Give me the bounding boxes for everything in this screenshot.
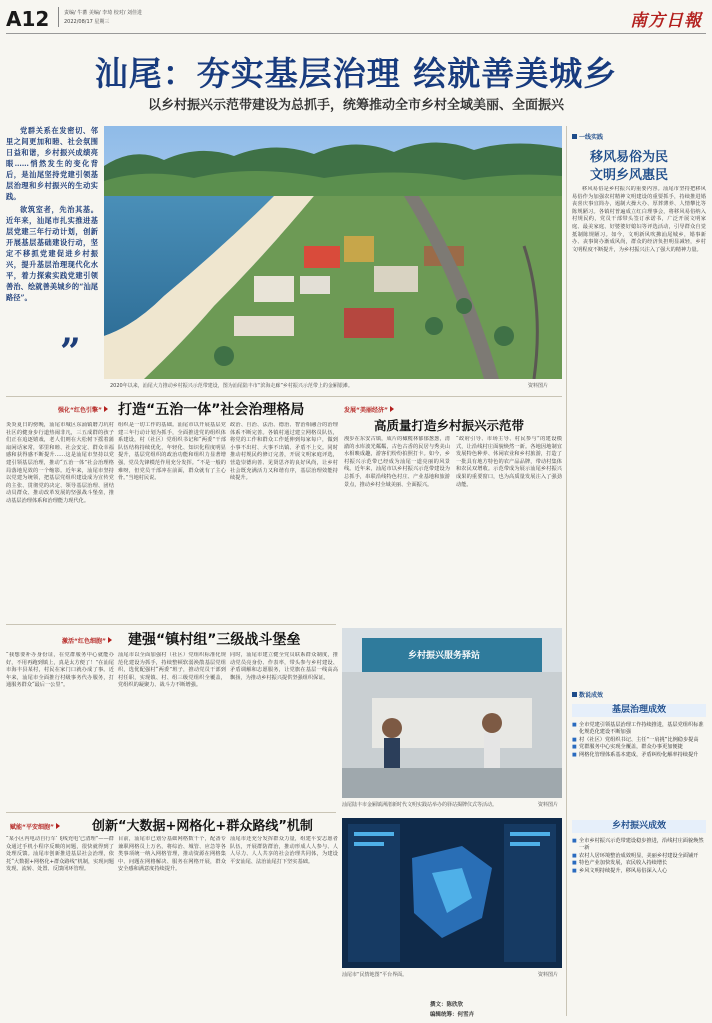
quote-mark-icon: ” (60, 331, 81, 373)
section-2-column-1: 漫步在东安古镇，成片的橄榄林郁郁葱葱，清澈的水库波光粼粼，古色古香的民居与秀美山水相映成趣，游客们纷纷拍照打卡。如今，乡村振兴示范带已经成为汕尾一道亮丽的风景线。近年来，汕尾市以乡村振兴示范带建设为总抓手，串联沿线特色村庄、产业基地和旅游景点，推动乡村全域美丽、全面振兴。 (344, 436, 450, 488)
list-item: ■ 党群服务中心实现全覆盖，群众办事更加便捷 (572, 744, 706, 751)
stats-list-rural (572, 838, 706, 875)
editor-credits: 责编/ 牛蕃 美编/ 李琦 校对/ 刘佳进 (64, 10, 143, 16)
map-photo-credit: 资料图片 (538, 972, 559, 978)
lead-paragraph-1: 党群关系在发密切、邻里之间更加和睦、社会氛围日益和谐，乡村振兴成绩亮眼……悄然发生的变化背后，是汕尾坚持党建引领基层治理和乡村振兴的生动实践。 (6, 126, 98, 201)
headline: 汕尾：夯实基层治理 绘就善美城乡 (94, 54, 618, 93)
section-4-column-1: “某小区内电动自行车‘飞线充电’已清理”——群众通过手机小程序反映的问题，很快就得到了处理反馈。汕尾市创新推进基层社会治理，依托“大数据+网格化+群众路线”机制，实现问题发现、流转、处置、反馈闭环管理。 (6, 836, 114, 873)
main-photo-credit: 资料图片 (528, 383, 549, 389)
subheadline: 以乡村振兴示范带建设为总抓手，统筹推动全市乡村全域美丽、全面振兴 (147, 98, 564, 113)
section-title: 创新“大数据+网格化+群众路线”机制 (92, 819, 313, 834)
masthead (0, 0, 712, 40)
author-credit: 撰文：陈欣欣 (430, 1002, 464, 1008)
section-rule (6, 396, 562, 397)
list-item: ■ 全市乡村振兴示范带建设稳步推进，沿线村庄面貌焕然一新 (572, 838, 706, 853)
list-item: ■ 全市党建引领基层治理工作持续推进，基层党组织标准化规范化建设不断加强 (572, 722, 706, 737)
section-tag: 发展“美丽经济” (344, 405, 394, 414)
list-item: ■ 乡风文明持续提升，移风易俗深入人心 (572, 868, 706, 875)
lead-paragraph-2: 欲筑室者，先治其基。近年来，汕尾市扎实推进基层党建三年行动计划，创新开展基层基础建设行动，坚定不移抓党建促进乡村振兴，提升基层治理现代化水平，着力探索实践党建引领善治、绘就善美城乡的“汕尾路径”。 (6, 205, 98, 302)
editor-credit: 编辑统筹：何雪卉 (430, 1012, 475, 1018)
event-photo (342, 628, 562, 798)
square-bullet-icon (572, 692, 577, 697)
section-tag: 激活“红色细胞” (62, 636, 112, 645)
beach-landscape-illustration (104, 126, 562, 379)
event-photo-credit: 资料图片 (538, 802, 559, 808)
section-1-column-1: 炎炎夏日的傍晚，汕尾市城区东涌镇磨刀坑村社区的健身步行道热闹非凡，三五成群的孩子们正在追逐嬉戏，老人们则在大松树下摇着蒲扇闲话家常，邻里和睦、社会安定、群众幸福感和获得感不断提升……这是汕尾市坚持以党建引领基层治理，推动“五治一体”社会治理格局落地见效的一个缩影。近年来，汕尾市坚持以党建为统领，把基层党组织建设成为宣传党的主张、贯彻党的决定、领导基层治理、团结动员群众、推动改革发展的坚强战斗堡垒，推动基层治理体系和治理能力现代化。 (6, 422, 114, 504)
sidebar-label (572, 132, 603, 141)
list-item: ■ 网格化管理体系基本建成，矛盾纠纷化解率持续提升 (572, 752, 706, 759)
stats-bar-governance: 基层治理成效 (572, 704, 706, 717)
sidebar-divider (566, 126, 567, 1016)
page-number: A12 (6, 7, 50, 31)
list-item: ■ 特色产业加快发展，农民收入持续增长 (572, 860, 706, 867)
data-section-label-text: 数说成效 (579, 692, 604, 699)
issue-date: 2022/08/17 星期三 (64, 19, 110, 25)
stats-list-governance (572, 722, 706, 759)
section-title: 打造“五治一体”社会治理格局 (118, 402, 305, 418)
sidebar-title-line-2: 文明乡风惠民 (590, 168, 669, 183)
map-photo-caption: 汕尾市“民情地图”平台界面。 (342, 972, 408, 978)
sidebar-title-line-1: 移风易俗为民 (590, 150, 669, 165)
masthead-divider (58, 7, 59, 27)
section-2-column-2: “政府引导、市场主导、村民参与”的建设模式，让沿线村庄面貌焕然一新。各地因地制宜发展特色种养、休闲农业和乡村旅游，打造了一批具有地方特色的农产品品牌，带动村集体和农民双增收。示范带成为展示汕尾乡村振兴成果的重要窗口，也为高质量发展注入了强劲动能。 (456, 436, 562, 488)
section-tag: 强化“红色引擎” (58, 405, 108, 414)
main-photo (104, 126, 562, 379)
stats-bar-rural: 乡村振兴成效 (572, 820, 706, 833)
section-3-column-3: 同时，汕尾市建立健全党员联系群众制度，推动党员亮身份、作表率，带头参与乡村建设、矛盾调解和志愿服务，让党旗在基层一线高高飘扬，为推动乡村振兴提供坚强组织保证。 (230, 652, 338, 681)
section-rule (6, 812, 336, 813)
list-item: ■ 村（社区）党组织书记、主任“一肩挑”比例稳步提高 (572, 737, 706, 744)
list-item: ■ 农村人居环境整治成效明显，美丽乡村建设全面铺开 (572, 853, 706, 860)
data-section-label (572, 690, 603, 699)
lead-block (6, 125, 98, 425)
section-3-column-1: “我想要补办身份证，在党群服务中心就能办好，不用再跑到镇上，真是太方便了！”在汕尾市海丰县某村，村民在家门口就办成了事。近年来，汕尾市全面推行村级事务代办服务，打通服务群众“最后一公里”。 (6, 652, 114, 689)
section-4-column-2: 目前，汕尾市已划分基础网格数千个，配备专兼职网格员上万名，将综治、城管、应急等各类事项统一纳入网格管理，推动资源在网格集中、问题在网格解决、服务在网格开展，群众安全感和满意度持续提升。 (118, 836, 226, 873)
masthead-rule (6, 33, 706, 34)
sidebar-label-text: 一线实践 (579, 134, 604, 141)
section-title: 高质量打造乡村振兴示范带 (374, 418, 525, 433)
section-1-column-2: 组织是一切工作的基础。汕尾市以开展基层党建三年行动计划为抓手，全面推进党的组织体系建设，村（社区）党组织书记和“两委”干部队伍结构持续优化，年轻化、知识化程度明显提升，基层党组织的政治功能和组织力显著增强，党员先锋模范作用充分发挥。“不是一般的难呀，但党员干部冲在前面，群众就有了主心骨。”当地村民说。 (118, 422, 226, 482)
section-tag: 赋能“平安细胞” (10, 822, 60, 831)
map-platform-photo (342, 818, 562, 968)
main-photo-caption: 2020年以来，汕尾大力推动乡村振兴示范带建设，图为汕尾陆丰市“滨海走廊”乡村振兴示范带上的金厢银滩。 (110, 383, 353, 389)
event-photo-caption: 汕尾陆丰市金厢镇洲渚新时代文明实践站举办的驿站揭牌仪式等活动。 (342, 802, 498, 808)
newspaper-logo: 南方日報 (630, 11, 702, 31)
section-1-column-3: 政治、自治、法治、德治、智治相融合的治理体系不断完善。各镇村通过建立网格员队伍，将党的工作和群众工作延伸到每家每户，做到小事不出村、大事不出镇、矛盾不上交。同时推动村规民约修订完善，开展文明家庭评选，营造崇德向善、见贤思齐的良好风尚，让乡村社会既充满活力又和谐有序，基层治理效能持续提升。 (230, 422, 338, 482)
sidebar-article: 移风易俗是乡村振兴的重要内容。汕尾市坚持把移风易俗作为加强农村精神文明建设的重要抓手，持续推进婚丧喜庆事宜简办，遏制大操大办、厚葬薄养、人情攀比等陈规陋习。各镇村普遍成立红白理事会，将移风易俗纳入村规民约，党员干部带头签订承诺书，广泛开展文明家庭、最美家庭、好婆婆好媳妇等评选活动，引导群众自觉抵制陈规陋习。如今，文明新风吹拂汕尾城乡，婚事新办、丧事简办渐成风尚，群众的经济负担明显减轻，乡村文明程度不断提升，为乡村振兴注入了强大的精神力量。 (572, 186, 706, 253)
square-bullet-icon (572, 134, 577, 139)
section-3-column-2: 汕尾市以全面加强村（社区）党组织标准化规范化建设为抓手，持续整顿软弱涣散基层党组织，选优配强村“两委”班子，推动党员干部到村任职，实现镇、村、组三级党组织全覆盖，党组织的凝聚力、战斗力不断增强。 (118, 652, 226, 689)
section-4-column-3: 汕尾市还充分发挥群众力量，组建平安志愿者队伍，开展群防群治，推动形成人人参与、人人尽力、人人共享的社会治理共同体，为建设平安汕尾、法治汕尾打下坚实基础。 (230, 836, 338, 865)
section-rule (6, 624, 336, 625)
event-sign-text: 乡村振兴服务驿站 (408, 651, 481, 661)
section-title: 建强“镇村组”三级战斗堡垒 (128, 632, 301, 648)
map-screen-illustration (342, 818, 562, 968)
